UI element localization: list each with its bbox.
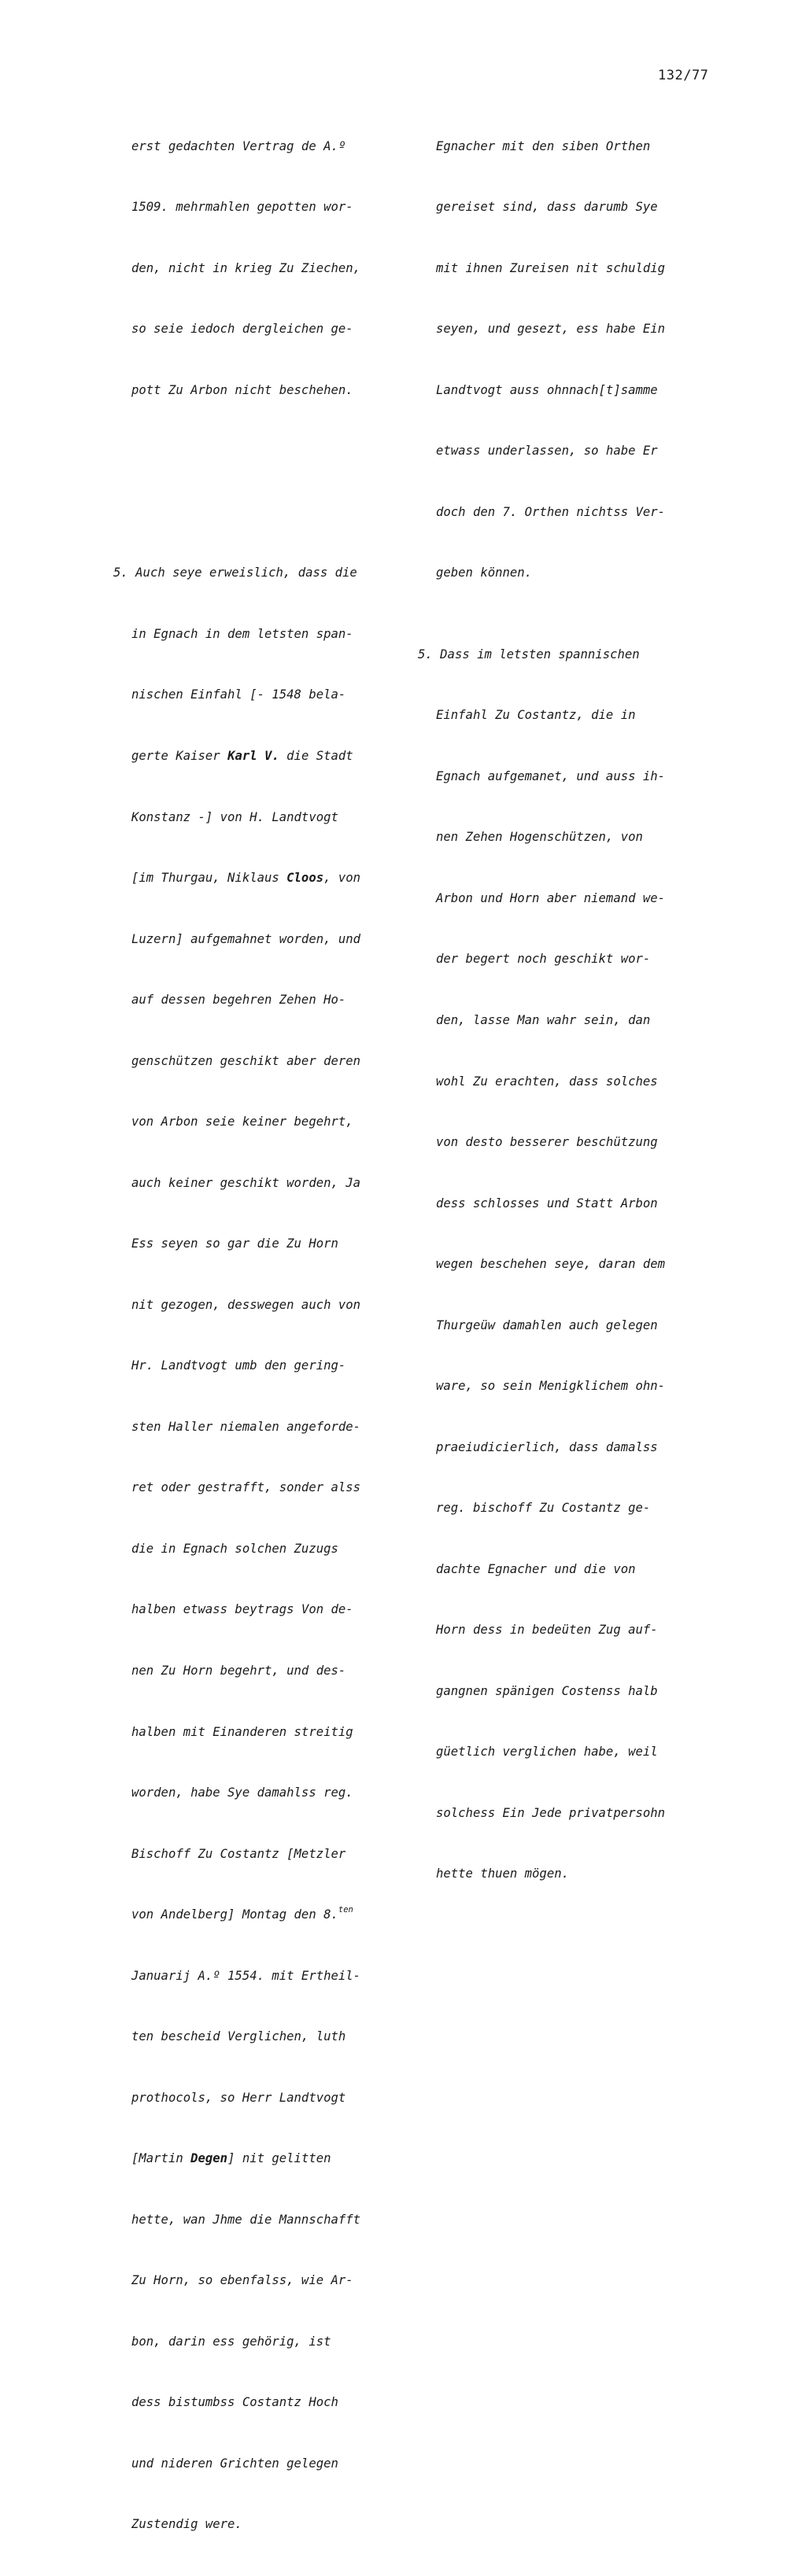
- text-line: ret oder gestrafft, sonder alss: [131, 1480, 361, 1495]
- text-line: der begert noch geschikt wor-: [436, 952, 651, 967]
- text-line: [113, 746, 360, 767]
- text-line: hette thuen mögen.: [436, 1867, 569, 1881]
- text-line: nischen Einfahl [- 1548 bela-: [131, 687, 346, 702]
- text-line: dess bistumbss Costantz Hoch: [131, 2395, 338, 2410]
- text-line: den, lasse Man wahr sein, dan: [436, 1012, 651, 1027]
- text-line: Thurgeüw damahlen auch gelegen: [436, 1317, 658, 1332]
- text-line: nen Zehen Hogenschützen, von: [436, 830, 643, 845]
- text-line: solchess Ein Jede privatpersohn: [436, 1805, 666, 1820]
- text-line: prothocols, so Herr Landtvogt: [131, 2090, 346, 2105]
- text-line: halben mit Einanderen streitig: [131, 1724, 353, 1739]
- section-first-line: [418, 645, 665, 665]
- text-line: wohl Zu erachten, dass solches: [436, 1074, 658, 1089]
- text-line: Arbon und Horn aber niemand we-: [436, 890, 666, 905]
- section-first-line: [113, 563, 360, 584]
- text-line: Luzern] aufgemahnet worden, und: [131, 931, 361, 946]
- text-line: Zustendig were.: [131, 2517, 242, 2532]
- emphasized-name: Karl V.: [227, 749, 279, 764]
- text-line: reg. bischoff Zu Costantz ge-: [436, 1501, 651, 1516]
- text-line: in Egnach in dem letsten span-: [131, 626, 353, 641]
- text-line: von Arbon seie keiner begehrt,: [131, 1115, 353, 1130]
- text-line: seyen, und gesezt, ess habe Ein: [436, 322, 666, 337]
- text-line: [113, 868, 360, 889]
- text-line: pott Zu Arbon nicht beschehen.: [131, 382, 353, 397]
- superscript: ten: [338, 1905, 353, 1915]
- text-line: ware, so sein Menigklichem ohn-: [436, 1379, 666, 1394]
- text-line: dess schlosses und Statt Arbon: [436, 1196, 658, 1211]
- text-line: Januarij A.º 1554. mit Ertheil-: [131, 1968, 361, 1983]
- text-line: auf dessen begehren Zehen Ho-: [131, 993, 346, 1008]
- text-line: nen Zu Horn begehrt, und des-: [131, 1663, 346, 1678]
- emphasized-name: Cloos: [286, 871, 324, 886]
- text-line: [113, 1905, 360, 1926]
- text-line: Konstanz -] von H. Landtvogt: [131, 809, 338, 824]
- text-line: und nideren Grichten gelegen: [131, 2456, 338, 2471]
- text-line: sten Haller niemalen angeforde-: [131, 1419, 361, 1434]
- text-line: etwass underlassen, so habe Er: [436, 444, 658, 459]
- text-line: worden, habe Sye damahlss reg.: [131, 1786, 353, 1800]
- section-number: 5.: [113, 566, 128, 580]
- text-fragment: die Stadt: [279, 749, 353, 764]
- text-line: mit ihnen Zureisen nit schuldig: [436, 260, 666, 275]
- text-line: von desto besserer beschützung: [436, 1135, 658, 1150]
- text-line: die in Egnach solchen Zuzugs: [131, 1541, 338, 1556]
- text-line: praeiudicierlich, dass damalss: [436, 1439, 658, 1454]
- text-line: Horn dess in bedeüten Zug auf-: [436, 1623, 658, 1638]
- left-column: [113, 96, 360, 2576]
- text-line: Landtvogt auss ohnnach[t]samme: [436, 382, 658, 397]
- text-line: genschützen geschikt aber deren: [131, 1053, 361, 1068]
- text-line: bon, darin ess gehörig, ist: [131, 2334, 331, 2349]
- text-line: [113, 2149, 360, 2169]
- text-line: wegen beschehen seye, daran dem: [436, 1257, 666, 1272]
- text-line: güetlich verglichen habe, weil: [436, 1745, 658, 1760]
- page-number: 132/77: [658, 68, 709, 83]
- text-line: Zu Horn, so ebenfalss, wie Ar-: [131, 2273, 353, 2288]
- text-line: Egnach aufgemanet, und auss ih-: [436, 768, 666, 783]
- text-line: geben können.: [436, 566, 533, 580]
- text-line: Dass im letsten spannischen: [440, 647, 640, 662]
- text-line: halben etwass beytrags Von de-: [131, 1602, 353, 1617]
- text-line: gereiset sind, dass darumb Sye: [436, 200, 658, 215]
- paragraph-gap: [113, 441, 360, 503]
- text-fragment: [im Thurgau, Niklaus: [131, 871, 287, 886]
- text-line: so seie iedoch dergleichen ge-: [131, 322, 353, 337]
- text-line: erst gedachten Vertrag de A.º: [131, 138, 346, 153]
- text-line: Hr. Landtvogt umb den gering-: [131, 1358, 346, 1373]
- text-line: Einfahl Zu Costantz, die in: [436, 708, 636, 723]
- text-line: ten bescheid Verglichen, luth: [131, 2029, 346, 2044]
- text-fragment: gerte Kaiser: [131, 749, 228, 764]
- text-line: nit gezogen, desswegen auch von: [131, 1297, 361, 1312]
- text-line: gangnen spänigen Costenss halb: [436, 1683, 658, 1698]
- text-line: doch den 7. Orthen nichtss Ver-: [436, 504, 666, 519]
- text-fragment: ] nit gelitten: [227, 2151, 331, 2166]
- text-line: hette, wan Jhme die Mannschafft: [131, 2212, 361, 2227]
- emphasized-name: Degen: [190, 2151, 228, 2166]
- text-line: 1509. mehrmahlen gepotten wor-: [131, 200, 353, 215]
- text-fragment: [Martin: [131, 2151, 191, 2166]
- right-column: [418, 96, 665, 1926]
- text-line: dachte Egnacher und die von: [436, 1561, 636, 1576]
- text-fragment: , von: [323, 871, 361, 886]
- text-line: Egnacher mit den siben Orthen: [436, 138, 651, 153]
- text-line: Ess seyen so gar die Zu Horn: [131, 1236, 338, 1251]
- text-line: Bischoff Zu Costantz [Metzler: [131, 1846, 346, 1861]
- text-line: den, nicht in krieg Zu Ziechen,: [131, 260, 361, 275]
- text-fragment: von Andelberg] Montag den 8.: [131, 1907, 338, 1922]
- text-line: Auch seye erweislich, dass die: [135, 566, 357, 580]
- text-line: auch keiner geschikt worden, Ja: [131, 1175, 361, 1190]
- section-number: 5.: [418, 647, 433, 662]
